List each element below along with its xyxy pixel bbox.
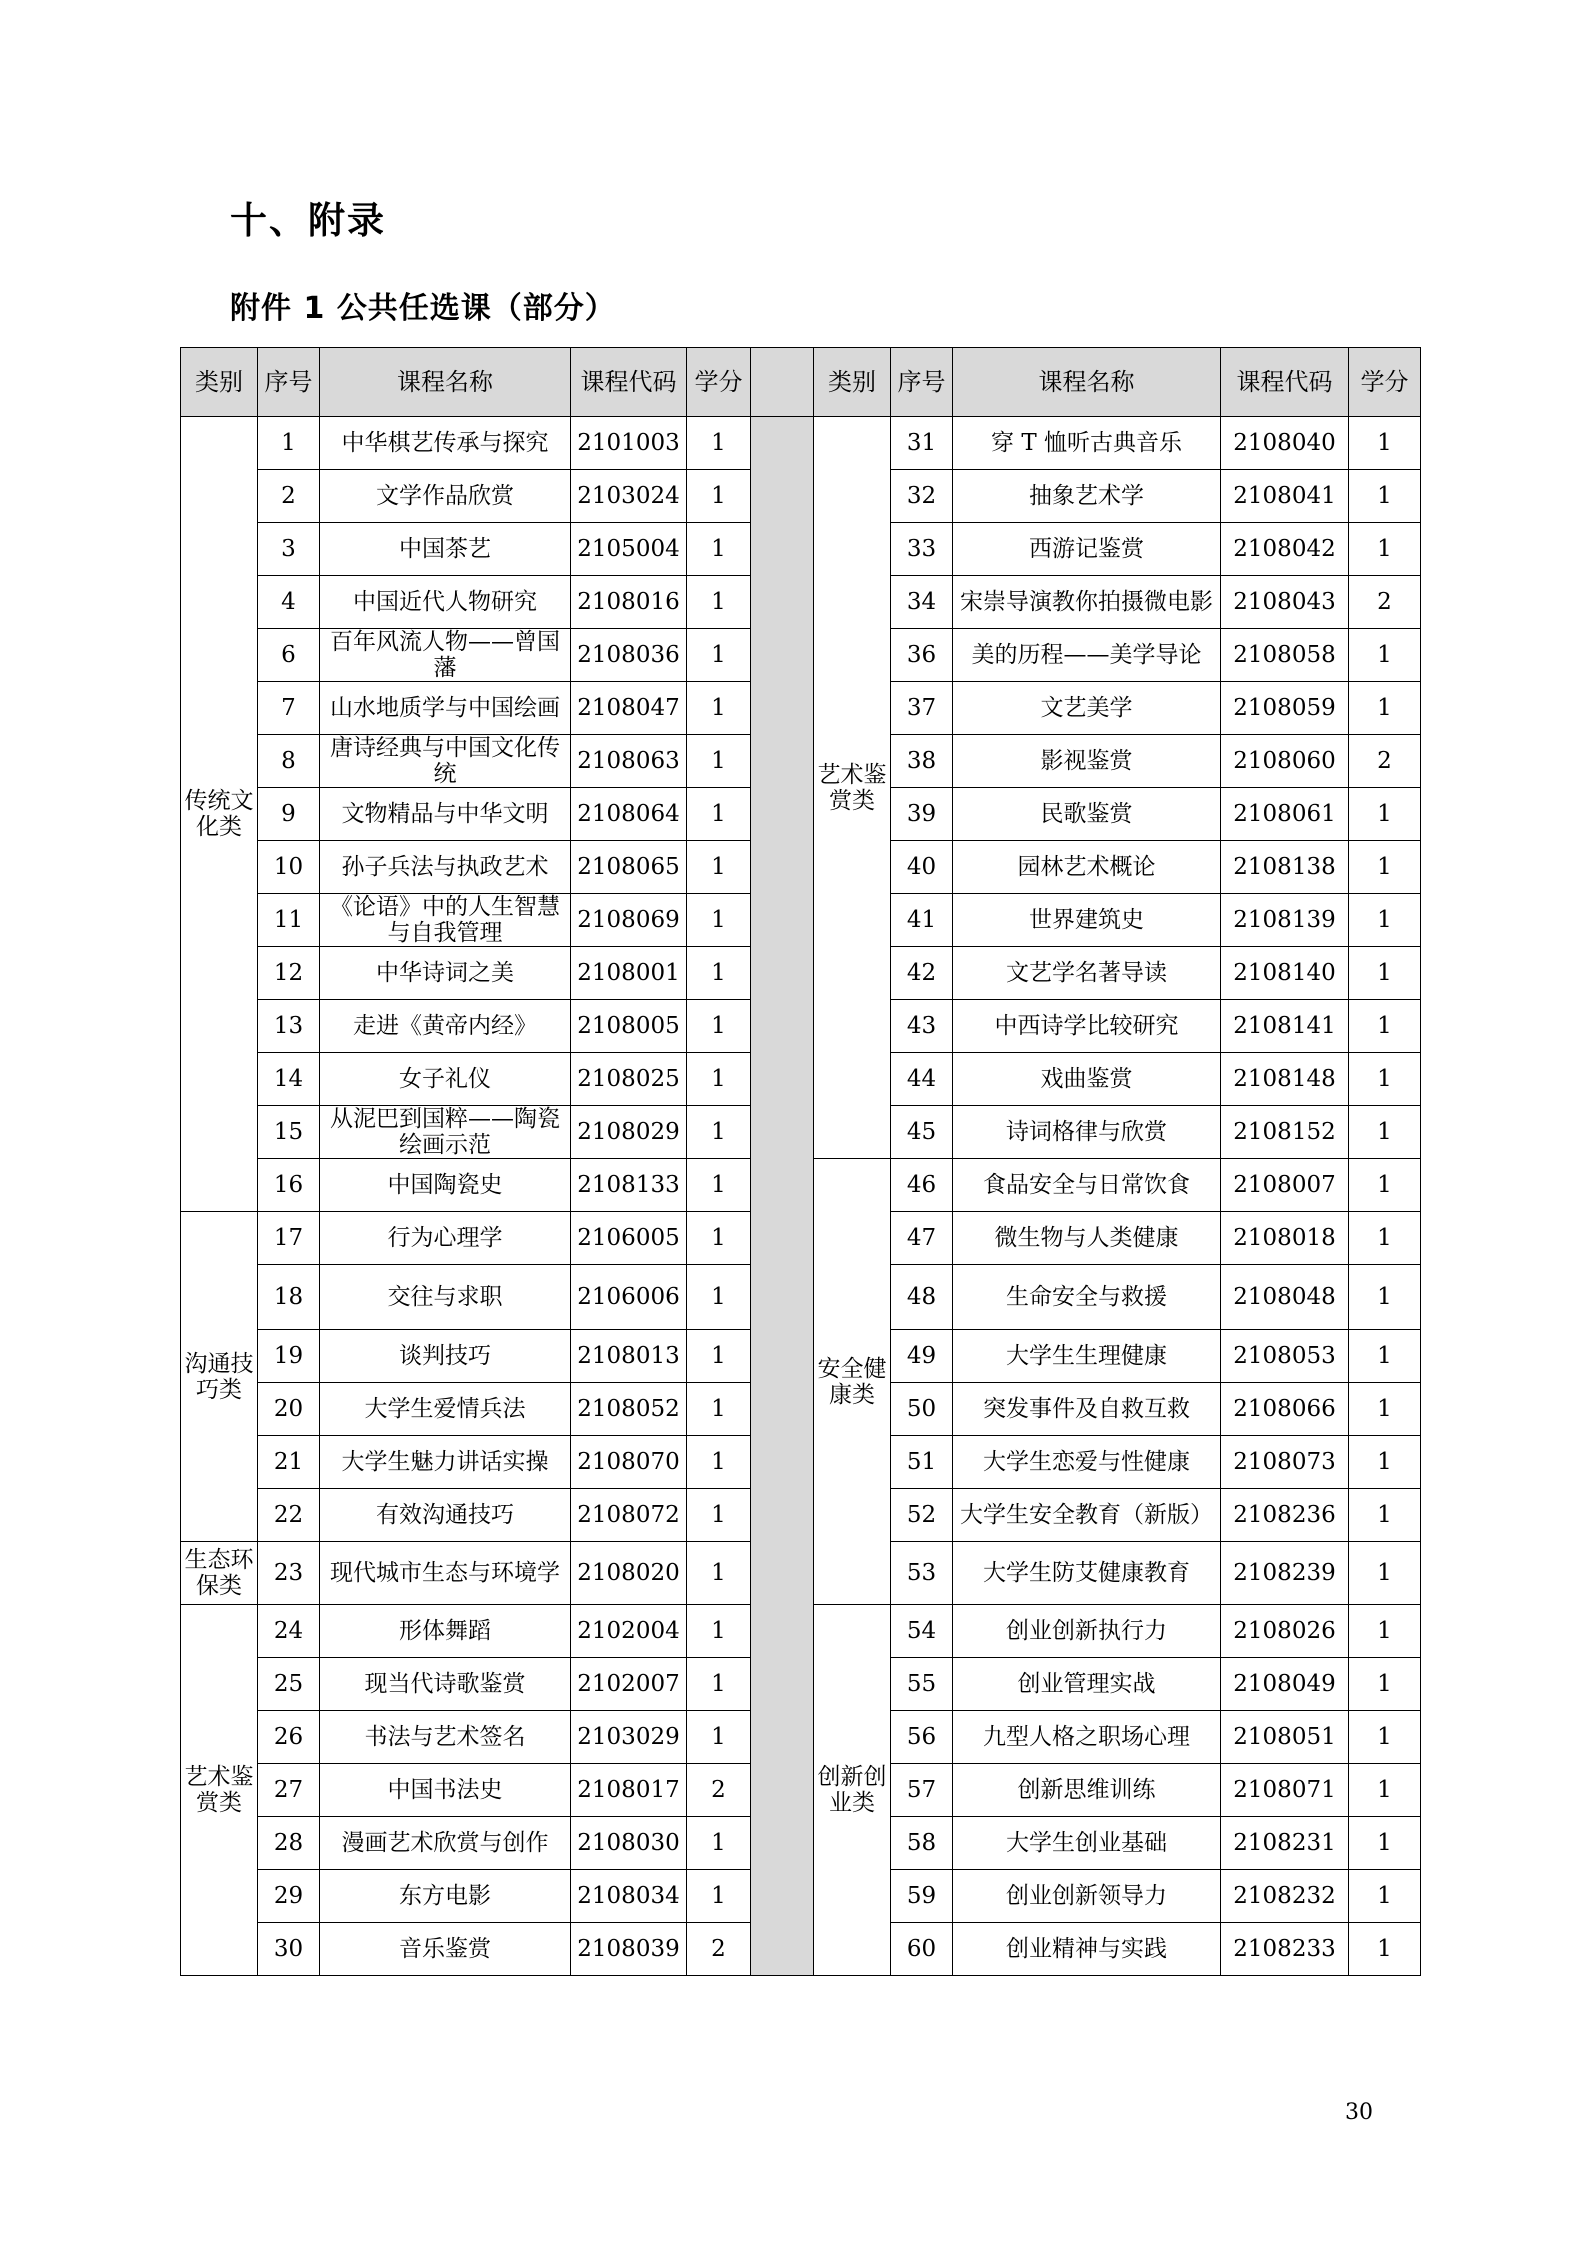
category-cell: 传统文化类 xyxy=(181,417,258,1212)
seq-cell: 8 xyxy=(258,735,320,788)
seq-cell: 27 xyxy=(258,1764,320,1817)
credits-cell: 1 xyxy=(687,1489,751,1542)
seq-cell: 29 xyxy=(258,1870,320,1923)
seq-cell: 57 xyxy=(891,1764,953,1817)
credits-cell: 1 xyxy=(1349,1000,1421,1053)
credits-cell: 1 xyxy=(1349,523,1421,576)
course-code-cell: 2108066 xyxy=(1221,1383,1349,1436)
course-code-cell: 2103024 xyxy=(571,470,687,523)
course-name-cell: 大学生安全教育（新版） xyxy=(953,1489,1221,1542)
header-credits: 学分 xyxy=(1349,348,1421,417)
course-code-cell: 2108005 xyxy=(571,1000,687,1053)
credits-cell: 1 xyxy=(1349,947,1421,1000)
course-code-cell: 2108041 xyxy=(1221,470,1349,523)
seq-cell: 33 xyxy=(891,523,953,576)
credits-cell: 1 xyxy=(687,682,751,735)
course-name-cell: 创业管理实战 xyxy=(953,1658,1221,1711)
course-name-cell: 美的历程——美学导论 xyxy=(953,629,1221,682)
credits-cell: 1 xyxy=(687,841,751,894)
course-code-cell: 2108001 xyxy=(571,947,687,1000)
seq-cell: 49 xyxy=(891,1330,953,1383)
course-name-cell: 中国书法史 xyxy=(320,1764,571,1817)
seq-cell: 38 xyxy=(891,735,953,788)
credits-cell: 2 xyxy=(1349,735,1421,788)
header-code: 课程代码 xyxy=(1221,348,1349,417)
course-name-cell: 戏曲鉴赏 xyxy=(953,1053,1221,1106)
course-code-cell: 2103029 xyxy=(571,1711,687,1764)
seq-cell: 18 xyxy=(258,1265,320,1330)
credits-cell: 1 xyxy=(687,1000,751,1053)
seq-cell: 48 xyxy=(891,1265,953,1330)
course-code-cell: 2108053 xyxy=(1221,1330,1349,1383)
credits-cell: 1 xyxy=(1349,1711,1421,1764)
course-code-cell: 2101003 xyxy=(571,417,687,470)
table-row xyxy=(181,417,1421,470)
header-category: 类别 xyxy=(814,348,891,417)
course-code-cell: 2108069 xyxy=(571,894,687,947)
course-name-cell: 从泥巴到国粹——陶瓷绘画示范 xyxy=(320,1106,571,1159)
credits-cell: 1 xyxy=(687,1265,751,1330)
course-name-cell: 中华诗词之美 xyxy=(320,947,571,1000)
seq-cell: 39 xyxy=(891,788,953,841)
course-name-cell: 宋崇导演教你拍摄微电影 xyxy=(953,576,1221,629)
header-code: 课程代码 xyxy=(571,348,687,417)
course-name-cell: 文艺学名著导读 xyxy=(953,947,1221,1000)
seq-cell: 1 xyxy=(258,417,320,470)
credits-cell: 1 xyxy=(1349,1436,1421,1489)
seq-cell: 16 xyxy=(258,1159,320,1212)
course-code-cell: 2108047 xyxy=(571,682,687,735)
credits-cell: 1 xyxy=(687,1436,751,1489)
seq-cell: 13 xyxy=(258,1000,320,1053)
course-name-cell: 中国近代人物研究 xyxy=(320,576,571,629)
seq-cell: 30 xyxy=(258,1923,320,1976)
credits-cell: 1 xyxy=(687,1053,751,1106)
course-code-cell: 2108232 xyxy=(1221,1870,1349,1923)
course-name-cell: 创业创新领导力 xyxy=(953,1870,1221,1923)
category-cell: 艺术鉴赏类 xyxy=(181,1605,258,1976)
credits-cell: 1 xyxy=(687,576,751,629)
course-name-cell: 有效沟通技巧 xyxy=(320,1489,571,1542)
course-code-cell: 2108029 xyxy=(571,1106,687,1159)
credits-cell: 1 xyxy=(687,1658,751,1711)
course-code-cell: 2108060 xyxy=(1221,735,1349,788)
credits-cell: 1 xyxy=(1349,1383,1421,1436)
seq-cell: 14 xyxy=(258,1053,320,1106)
course-code-cell: 2108141 xyxy=(1221,1000,1349,1053)
course-code-cell: 2108140 xyxy=(1221,947,1349,1000)
course-name-cell: 民歌鉴赏 xyxy=(953,788,1221,841)
seq-cell: 50 xyxy=(891,1383,953,1436)
course-name-cell: 《论语》中的人生智慧与自我管理 xyxy=(320,894,571,947)
course-code-cell: 2108034 xyxy=(571,1870,687,1923)
seq-cell: 60 xyxy=(891,1923,953,1976)
course-code-cell: 2108233 xyxy=(1221,1923,1349,1976)
credits-cell: 1 xyxy=(1349,1265,1421,1330)
category-cell: 安全健康类 xyxy=(814,1159,891,1605)
course-code-cell: 2108133 xyxy=(571,1159,687,1212)
course-name-cell: 音乐鉴赏 xyxy=(320,1923,571,1976)
seq-cell: 53 xyxy=(891,1542,953,1605)
course-name-cell: 创业创新执行力 xyxy=(953,1605,1221,1658)
course-code-cell: 2108152 xyxy=(1221,1106,1349,1159)
seq-cell: 3 xyxy=(258,523,320,576)
course-name-cell: 微生物与人类健康 xyxy=(953,1212,1221,1265)
credits-cell: 1 xyxy=(687,629,751,682)
seq-cell: 59 xyxy=(891,1870,953,1923)
seq-cell: 9 xyxy=(258,788,320,841)
credits-cell: 1 xyxy=(1349,417,1421,470)
course-name-cell: 现代城市生态与环境学 xyxy=(320,1542,571,1605)
seq-cell: 21 xyxy=(258,1436,320,1489)
course-code-cell: 2108043 xyxy=(1221,576,1349,629)
course-code-cell: 2108059 xyxy=(1221,682,1349,735)
category-cell: 艺术鉴赏类 xyxy=(814,417,891,1159)
seq-cell: 12 xyxy=(258,947,320,1000)
credits-cell: 1 xyxy=(1349,470,1421,523)
header-name: 课程名称 xyxy=(320,348,571,417)
credits-cell: 1 xyxy=(1349,1658,1421,1711)
category-cell: 沟通技巧类 xyxy=(181,1212,258,1542)
course-code-cell: 2108051 xyxy=(1221,1711,1349,1764)
credits-cell: 1 xyxy=(687,1159,751,1212)
course-name-cell: 中国陶瓷史 xyxy=(320,1159,571,1212)
course-name-cell: 交往与求职 xyxy=(320,1265,571,1330)
gap-column xyxy=(751,348,814,417)
seq-cell: 34 xyxy=(891,576,953,629)
credits-cell: 1 xyxy=(687,1711,751,1764)
course-name-cell: 文学作品欣赏 xyxy=(320,470,571,523)
course-code-cell: 2108072 xyxy=(571,1489,687,1542)
course-name-cell: 书法与艺术签名 xyxy=(320,1711,571,1764)
seq-cell: 56 xyxy=(891,1711,953,1764)
credits-cell: 1 xyxy=(687,1817,751,1870)
course-name-cell: 大学生创业基础 xyxy=(953,1817,1221,1870)
course-name-cell: 突发事件及自救互救 xyxy=(953,1383,1221,1436)
course-code-cell: 2108048 xyxy=(1221,1265,1349,1330)
seq-cell: 10 xyxy=(258,841,320,894)
category-cell: 生态环保类 xyxy=(181,1542,258,1605)
course-code-cell: 2108007 xyxy=(1221,1159,1349,1212)
course-code-cell: 2108040 xyxy=(1221,417,1349,470)
seq-cell: 41 xyxy=(891,894,953,947)
course-name-cell: 行为心理学 xyxy=(320,1212,571,1265)
course-name-cell: 大学生爱情兵法 xyxy=(320,1383,571,1436)
seq-cell: 42 xyxy=(891,947,953,1000)
credits-cell: 1 xyxy=(687,523,751,576)
header-seq: 序号 xyxy=(891,348,953,417)
seq-cell: 47 xyxy=(891,1212,953,1265)
category-cell: 创新创业类 xyxy=(814,1605,891,1976)
header-credits: 学分 xyxy=(687,348,751,417)
seq-cell: 22 xyxy=(258,1489,320,1542)
course-name-cell: 大学生恋爱与性健康 xyxy=(953,1436,1221,1489)
seq-cell: 54 xyxy=(891,1605,953,1658)
credits-cell: 1 xyxy=(687,470,751,523)
seq-cell: 32 xyxy=(891,470,953,523)
seq-cell: 20 xyxy=(258,1383,320,1436)
course-code-cell: 2108073 xyxy=(1221,1436,1349,1489)
course-name-cell: 大学生防艾健康教育 xyxy=(953,1542,1221,1605)
credits-cell: 1 xyxy=(687,894,751,947)
credits-cell: 2 xyxy=(687,1923,751,1976)
course-name-cell: 山水地质学与中国绘画 xyxy=(320,682,571,735)
course-code-cell: 2108065 xyxy=(571,841,687,894)
credits-cell: 1 xyxy=(687,417,751,470)
course-name-cell: 东方电影 xyxy=(320,1870,571,1923)
seq-cell: 51 xyxy=(891,1436,953,1489)
credits-cell: 1 xyxy=(687,735,751,788)
course-code-cell: 2108063 xyxy=(571,735,687,788)
course-code-cell: 2102004 xyxy=(571,1605,687,1658)
course-code-cell: 2108138 xyxy=(1221,841,1349,894)
seq-cell: 11 xyxy=(258,894,320,947)
seq-cell: 31 xyxy=(891,417,953,470)
seq-cell: 6 xyxy=(258,629,320,682)
course-code-cell: 2108236 xyxy=(1221,1489,1349,1542)
course-name-cell: 现当代诗歌鉴赏 xyxy=(320,1658,571,1711)
course-code-cell: 2108036 xyxy=(571,629,687,682)
credits-cell: 1 xyxy=(687,1383,751,1436)
course-name-cell: 影视鉴赏 xyxy=(953,735,1221,788)
credits-cell: 1 xyxy=(1349,1106,1421,1159)
credits-cell: 1 xyxy=(1349,1817,1421,1870)
credits-cell: 1 xyxy=(687,1605,751,1658)
seq-cell: 44 xyxy=(891,1053,953,1106)
table-header-row xyxy=(181,348,1421,417)
credits-cell: 1 xyxy=(687,1330,751,1383)
course-code-cell: 2108026 xyxy=(1221,1605,1349,1658)
course-code-cell: 2106006 xyxy=(571,1265,687,1330)
course-name-cell: 生命安全与救援 xyxy=(953,1265,1221,1330)
credits-cell: 1 xyxy=(1349,629,1421,682)
seq-cell: 52 xyxy=(891,1489,953,1542)
header-category: 类别 xyxy=(181,348,258,417)
course-name-cell: 走进《黄帝内经》 xyxy=(320,1000,571,1053)
course-code-cell: 2108070 xyxy=(571,1436,687,1489)
seq-cell: 26 xyxy=(258,1711,320,1764)
seq-cell: 7 xyxy=(258,682,320,735)
credits-cell: 1 xyxy=(687,1106,751,1159)
course-name-cell: 世界建筑史 xyxy=(953,894,1221,947)
credits-cell: 1 xyxy=(1349,1764,1421,1817)
credits-cell: 1 xyxy=(1349,1330,1421,1383)
seq-cell: 46 xyxy=(891,1159,953,1212)
credits-cell: 2 xyxy=(1349,576,1421,629)
seq-cell: 58 xyxy=(891,1817,953,1870)
course-code-cell: 2108139 xyxy=(1221,894,1349,947)
course-name-cell: 诗词格律与欣赏 xyxy=(953,1106,1221,1159)
course-name-cell: 中西诗学比较研究 xyxy=(953,1000,1221,1053)
credits-cell: 1 xyxy=(687,1870,751,1923)
seq-cell: 17 xyxy=(258,1212,320,1265)
credits-cell: 1 xyxy=(1349,841,1421,894)
seq-cell: 45 xyxy=(891,1106,953,1159)
course-name-cell: 大学生生理健康 xyxy=(953,1330,1221,1383)
course-code-cell: 2102007 xyxy=(571,1658,687,1711)
credits-cell: 1 xyxy=(1349,1605,1421,1658)
course-name-cell: 漫画艺术欣赏与创作 xyxy=(320,1817,571,1870)
credits-cell: 1 xyxy=(1349,1870,1421,1923)
course-name-cell: 园林艺术概论 xyxy=(953,841,1221,894)
appendix-title: 附件 1 公共任选课（部分） xyxy=(230,291,616,326)
course-code-cell: 2108058 xyxy=(1221,629,1349,682)
credits-cell: 1 xyxy=(1349,1489,1421,1542)
course-code-cell: 2108039 xyxy=(571,1923,687,1976)
course-name-cell: 百年风流人物——曾国藩 xyxy=(320,629,571,682)
course-name-cell: 大学生魅力讲话实操 xyxy=(320,1436,571,1489)
course-name-cell: 中国茶艺 xyxy=(320,523,571,576)
credits-cell: 1 xyxy=(687,1542,751,1605)
course-code-cell: 2108239 xyxy=(1221,1542,1349,1605)
seq-cell: 23 xyxy=(258,1542,320,1605)
seq-cell: 43 xyxy=(891,1000,953,1053)
course-code-cell: 2108061 xyxy=(1221,788,1349,841)
credits-cell: 1 xyxy=(1349,1542,1421,1605)
course-code-cell: 2108071 xyxy=(1221,1764,1349,1817)
credits-cell: 1 xyxy=(687,788,751,841)
course-name-cell: 孙子兵法与执政艺术 xyxy=(320,841,571,894)
course-name-cell: 形体舞蹈 xyxy=(320,1605,571,1658)
seq-cell: 37 xyxy=(891,682,953,735)
course-code-cell: 2108025 xyxy=(571,1053,687,1106)
course-code-cell: 2108013 xyxy=(571,1330,687,1383)
course-name-cell: 文艺美学 xyxy=(953,682,1221,735)
credits-cell: 1 xyxy=(1349,894,1421,947)
course-name-cell: 唐诗经典与中国文化传统 xyxy=(320,735,571,788)
section-heading: 十、附录 xyxy=(230,199,386,242)
seq-cell: 36 xyxy=(891,629,953,682)
seq-cell: 28 xyxy=(258,1817,320,1870)
course-name-cell: 女子礼仪 xyxy=(320,1053,571,1106)
header-name: 课程名称 xyxy=(953,348,1221,417)
seq-cell: 2 xyxy=(258,470,320,523)
seq-cell: 4 xyxy=(258,576,320,629)
credits-cell: 1 xyxy=(1349,1923,1421,1976)
course-code-cell: 2105004 xyxy=(571,523,687,576)
credits-cell: 1 xyxy=(1349,1159,1421,1212)
credits-cell: 1 xyxy=(1349,1212,1421,1265)
course-code-cell: 2108018 xyxy=(1221,1212,1349,1265)
course-code-cell: 2108016 xyxy=(571,576,687,629)
course-code-cell: 2108030 xyxy=(571,1817,687,1870)
seq-cell: 15 xyxy=(258,1106,320,1159)
course-name-cell: 谈判技巧 xyxy=(320,1330,571,1383)
course-code-cell: 2108042 xyxy=(1221,523,1349,576)
course-code-cell: 2108231 xyxy=(1221,1817,1349,1870)
seq-cell: 25 xyxy=(258,1658,320,1711)
credits-cell: 2 xyxy=(687,1764,751,1817)
credits-cell: 1 xyxy=(687,947,751,1000)
credits-cell: 1 xyxy=(1349,788,1421,841)
course-name-cell: 穿 T 恤听古典音乐 xyxy=(953,417,1221,470)
seq-cell: 40 xyxy=(891,841,953,894)
page-number: 30 xyxy=(1345,2100,1373,2125)
header-seq: 序号 xyxy=(258,348,320,417)
course-code-cell: 2108020 xyxy=(571,1542,687,1605)
seq-cell: 55 xyxy=(891,1658,953,1711)
course-code-cell: 2108049 xyxy=(1221,1658,1349,1711)
course-code-cell: 2108064 xyxy=(571,788,687,841)
seq-cell: 19 xyxy=(258,1330,320,1383)
gap-column xyxy=(751,417,814,1976)
course-code-cell: 2106005 xyxy=(571,1212,687,1265)
credits-cell: 1 xyxy=(1349,1053,1421,1106)
course-table xyxy=(180,347,1421,1976)
course-code-cell: 2108148 xyxy=(1221,1053,1349,1106)
credits-cell: 1 xyxy=(687,1212,751,1265)
course-name-cell: 创业精神与实践 xyxy=(953,1923,1221,1976)
course-name-cell: 创新思维训练 xyxy=(953,1764,1221,1817)
course-name-cell: 抽象艺术学 xyxy=(953,470,1221,523)
course-code-cell: 2108017 xyxy=(571,1764,687,1817)
course-code-cell: 2108052 xyxy=(571,1383,687,1436)
course-name-cell: 中华棋艺传承与探究 xyxy=(320,417,571,470)
course-name-cell: 食品安全与日常饮食 xyxy=(953,1159,1221,1212)
course-name-cell: 西游记鉴赏 xyxy=(953,523,1221,576)
credits-cell: 1 xyxy=(1349,682,1421,735)
course-name-cell: 文物精品与中华文明 xyxy=(320,788,571,841)
course-name-cell: 九型人格之职场心理 xyxy=(953,1711,1221,1764)
seq-cell: 24 xyxy=(258,1605,320,1658)
